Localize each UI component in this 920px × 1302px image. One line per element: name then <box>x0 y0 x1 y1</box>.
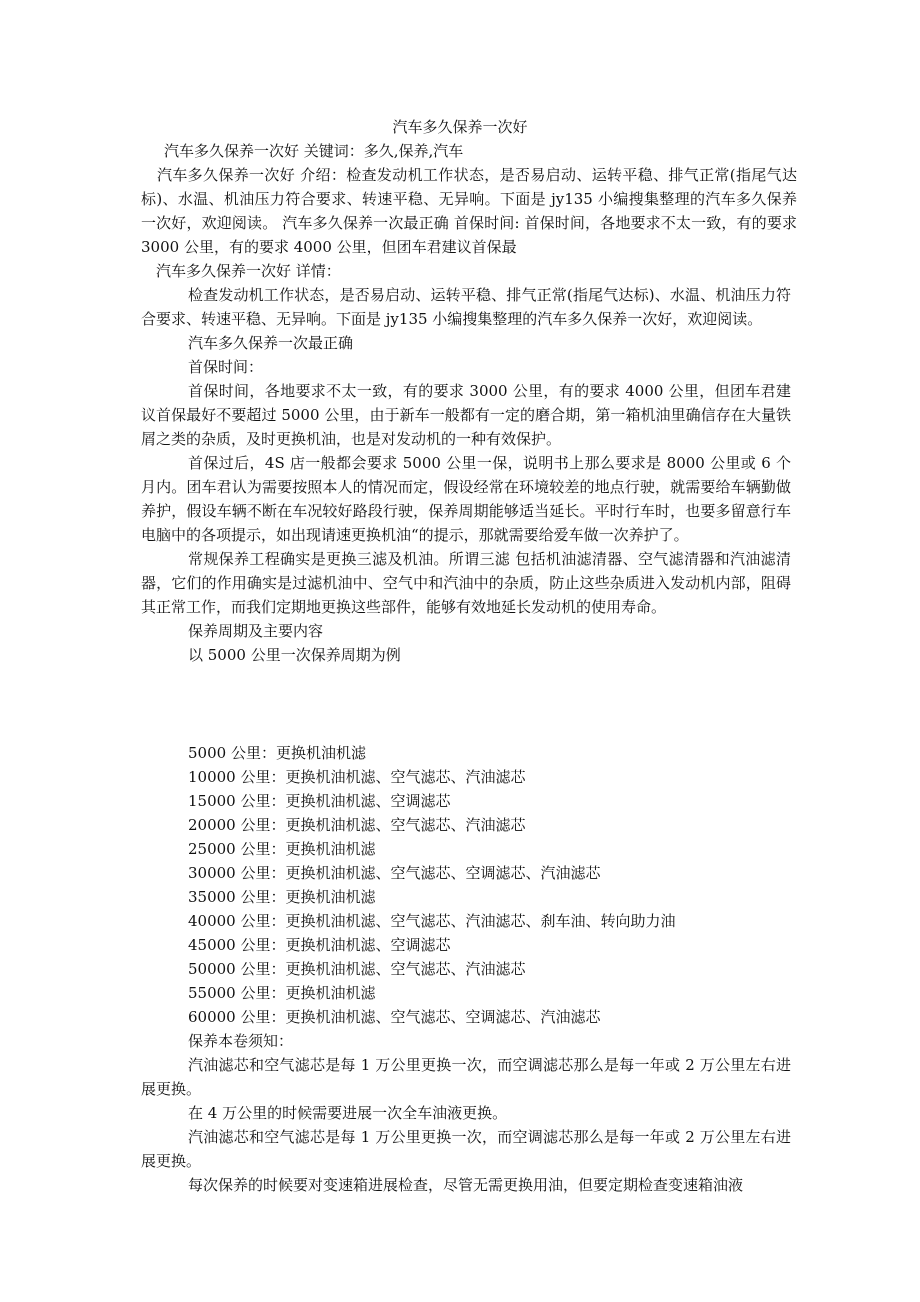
schedule-item: 40000 公里：更换机油机滤、空气滤芯、汽油滤芯、刹车油、转向助力油 <box>188 912 676 930</box>
schedule-item: 50000 公里：更换机油机滤、空气滤芯、汽油滤芯 <box>188 960 526 978</box>
note-fluid-change: 在 4 万公里的时候需要进展一次全车油液更换。 <box>188 1104 508 1122</box>
keywords-line: 汽车多久保养一次好 关键词：多久,保养,汽车 <box>164 142 464 160</box>
heading-best-interval: 汽车多久保养一次最正确 <box>188 334 354 352</box>
schedule-item: 55000 公里：更换机油机滤 <box>188 984 376 1002</box>
details-label: 汽车多久保养一次好 详情： <box>156 262 341 280</box>
heading-cycle-example: 以 5000 公里一次保养周期为例 <box>188 646 401 664</box>
schedule-item: 60000 公里：更换机油机滤、空气滤芯、空调滤芯、汽油滤芯 <box>188 1008 601 1026</box>
schedule-item: 25000 公里：更换机油机滤 <box>188 840 376 858</box>
document-body <box>141 283 791 667</box>
paragraph-after-first-service: 首保过后，4S 店一般都会要求 5000 公里一保，说明书上那么要求是 8000 公里或 6 个月内。团车君认为需要按照本人的情况而定，假设经常在环境较差的地点行驶，就需要给车辆勤做养护，假设车辆不断在车况较好路段行驶，保养周期能够适当延长。平时行车时，也要多留意行车电脑中的各项提示，如出现请速更换机油“的提示，那就需要给爱车做一次养护了。 <box>141 454 791 544</box>
schedule-item: 35000 公里：更换机油机滤 <box>188 888 376 906</box>
maintenance-schedule-list <box>188 741 788 1029</box>
heading-first-service: 首保时间： <box>188 358 264 376</box>
heading-notes: 保养本卷须知： <box>188 1032 294 1050</box>
schedule-item: 10000 公里：更换机油机滤、空气滤芯、汽油滤芯 <box>188 768 526 786</box>
schedule-item: 30000 公里：更换机油机滤、空气滤芯、空调滤芯、汽油滤芯 <box>188 864 601 882</box>
heading-maintenance-cycle: 保养周期及主要内容 <box>188 622 324 640</box>
schedule-item: 20000 公里：更换机油机滤、空气滤芯、汽油滤芯 <box>188 816 526 834</box>
paragraph-first-service: 首保时间，各地要求不太一致，有的要求 3000 公里，有的要求 4000 公里，但团车君建议首保最好不要超过 5000 公里，由于新车一般都有一定的磨合期，第一箱机油里确信存在大量铁屑之类的杂质，及时更换机油，也是对发动机的一种有效保护。 <box>141 382 791 448</box>
document-title: 汽车多久保养一次好 <box>392 118 528 136</box>
note-filter-interval: 汽油滤芯和空气滤芯是每 1 万公里更换一次，而空调滤芯那么是每一年或 2 万公里左右进展更换。 <box>141 1056 791 1098</box>
paragraph-engine-check: 检查发动机工作状态，是否易启动、运转平稳、排气正常(指尾气达标)、水温、机油压力符合要求、转速平稳、无异响。下面是 jy135 小编搜集整理的汽车多久保养一次好，欢迎阅读。 <box>141 286 791 328</box>
paragraph-routine-maintenance: 常规保养工程确实是更换三滤及机油。所谓三滤 包括机油滤清器、空气滤清器和汽油滤清器，它们的作用确实是过滤机油中、空气中和汽油中的杂质，防止这些杂质进入发动机内部，阻碍其正常工作，而我们定期地更换这些部件，能够有效地延长发动机的使用寿命。 <box>141 550 791 616</box>
schedule-item: 5000 公里：更换机油机滤 <box>188 744 366 762</box>
schedule-item: 15000 公里：更换机油机滤、空调滤芯 <box>188 792 451 810</box>
note-gearbox-check: 每次保养的时候要对变速箱进展检查，尽管无需更换用油，但要定期检查变速箱油液 <box>188 1176 744 1194</box>
maintenance-notes <box>141 1029 791 1197</box>
schedule-item: 45000 公里：更换机油机滤、空调滤芯 <box>188 936 451 954</box>
intro-summary: 汽车多久保养一次好 介绍：检查发动机工作状态，是否易启动、运转平稳、排气正常(指尾气达标)、水温、机油压力符合要求、转速平稳、无异响。下面是 jy135 小编搜集整理的汽车多久保养一次好，欢迎阅读。 汽车多久保养一次最正确 首保时间: 首保时间，各地要求不太一致，有的要求 3000 公里，有的要求 4000 公里，但团车君建议首保最 <box>141 166 797 256</box>
note-filter-interval-repeat: 汽油滤芯和空气滤芯是每 1 万公里更换一次，而空调滤芯那么是每一年或 2 万公里左右进展更换。 <box>141 1128 791 1170</box>
